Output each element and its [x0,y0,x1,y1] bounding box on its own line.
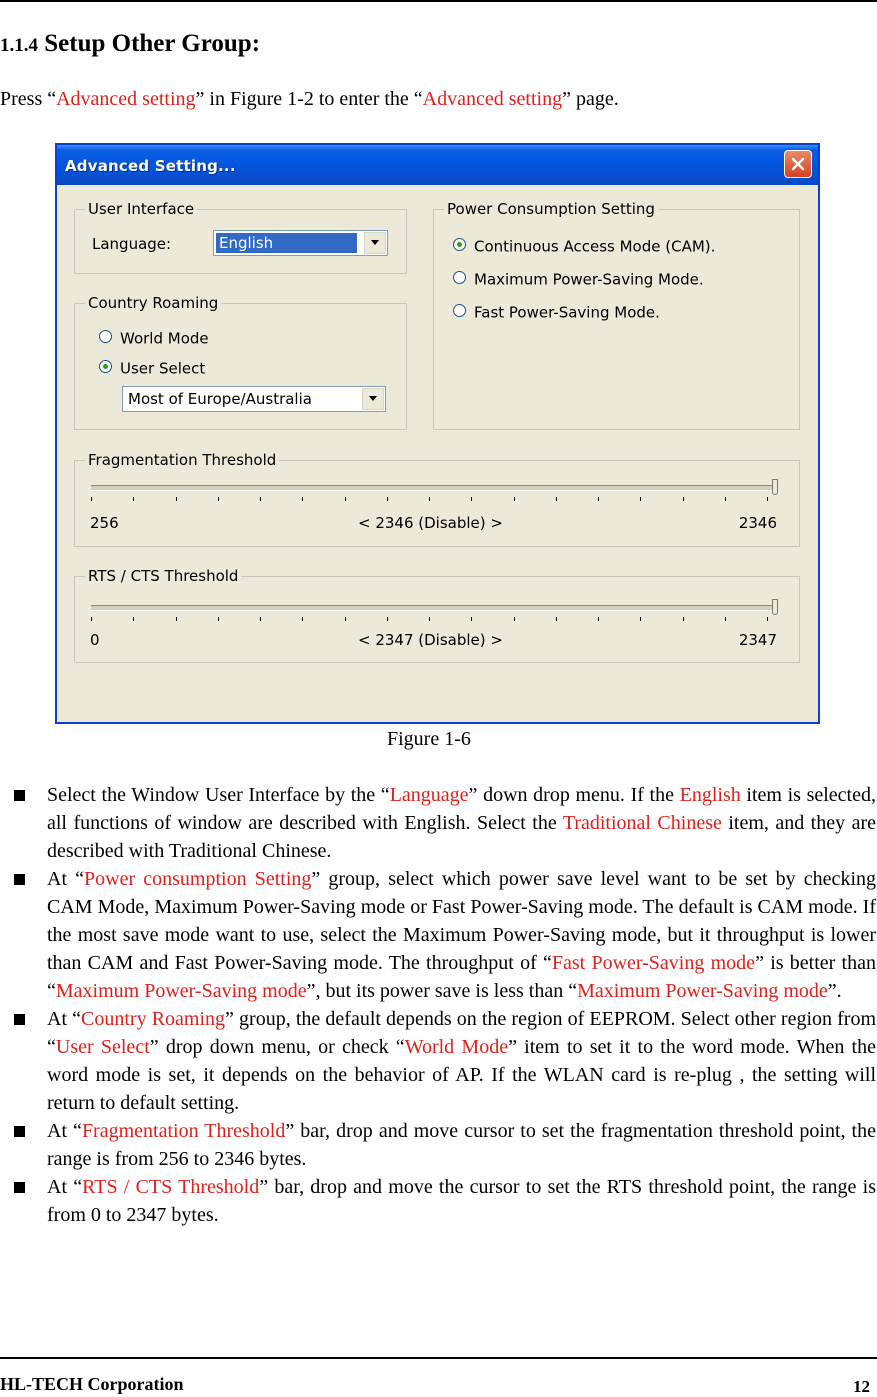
intro-part: Press “ [0,88,57,110]
user-select-radio[interactable] [99,359,205,378]
rts-cts-legend: RTS / CTS Threshold [85,567,241,585]
slider-tick [176,617,177,621]
highlight: Maximum Power-Saving mode [577,980,828,1002]
slider-tick [514,497,515,501]
slider-tick [429,497,430,501]
slider-tick [91,497,92,501]
slider-thumb[interactable] [772,479,778,495]
bullet-square-icon [14,874,25,885]
slider-tick [725,617,726,621]
slider-tick [133,617,134,621]
highlight: Power consumption Setting [84,868,312,890]
slider-tick [767,497,768,501]
dialog-title: Advanced Setting... [65,157,236,175]
rts-cts-group [74,567,800,663]
highlight: Fast Power-Saving mode [551,952,756,974]
rts-cts-slider[interactable] [75,577,799,662]
radio-icon [453,271,466,284]
text: ”, but its power save is less than “ [306,980,578,1002]
rts-cts-min: 0 [90,631,100,649]
user-select-label: User Select [120,359,206,378]
slider-thumb[interactable] [772,599,778,615]
radio-icon [453,304,466,317]
rts-cts-value: < 2347 (Disable) > [358,631,503,649]
slider-tick [471,617,472,621]
text: item, and they are described with Traditional Chinese. [47,812,876,862]
highlight: Language [389,784,469,806]
slider-tick [260,617,261,621]
highlight: World Mode [404,1036,509,1058]
bullet-square-icon [14,1014,25,1025]
text: At “ [47,1008,82,1030]
region-value: Most of Europe/Australia [128,390,312,408]
cam-mode-radio[interactable] [453,237,715,256]
text: At “ [47,868,85,890]
highlight: Fragmentation Threshold [81,1120,286,1142]
footer-company: HL-TECH Corporation [0,1374,184,1394]
text: item is selected, all functions of window are described with English. Select the [47,784,876,834]
intro-text [0,88,619,111]
max-power-saving-radio[interactable] [453,270,704,289]
fragmentation-min: 256 [90,514,119,532]
list-item [14,865,876,1005]
fast-power-saving-label: Fast Power-Saving Mode. [474,303,660,322]
slider-tick [767,617,768,621]
region-select[interactable] [122,386,386,412]
bullet-square-icon [14,1126,25,1137]
list-item [14,1005,876,1117]
intro-part: ” in Figure 1-2 to enter the “ [195,88,423,110]
slider-tick [133,497,134,501]
slider-tick [345,617,346,621]
slider-tick [91,617,92,621]
list-item [14,781,876,865]
list-item [14,1117,876,1173]
text: ” group, select which power save level want to be set by checking CAM Mode, Maximum Power-Saving mode or Fast Power-Saving mode. The default is CAM mode. If the most save mode want to use, select the Maximum Power-Saving mode, but it throughput is lower than CAM and Fast Power-Saving mode. The throughput of “ [47,868,876,974]
slider-tick [387,617,388,621]
slider-tick [387,497,388,501]
text: ” drop down menu, or check “ [149,1036,405,1058]
text: ”. [827,980,842,1002]
slider-track [91,485,775,491]
highlight: User Select [55,1036,150,1058]
highlight: Traditional Chinese [562,812,722,834]
advanced-setting-dialog [55,143,820,724]
highlight: English [679,784,741,806]
highlight: RTS / CTS Threshold [82,1176,260,1198]
dialog-titlebar [57,145,818,185]
close-icon [790,156,806,172]
slider-tick [683,617,684,621]
slider-tick [556,617,557,621]
user-interface-group [74,200,407,274]
text: ” item to set it to the word mode. When the word mode is set, it depends on the behavior of AP. If the WLAN card is re-plug , the setting will return to default setting. [47,1036,876,1114]
section-title: Setup Other Group: [44,30,261,57]
fragmentation-slider[interactable] [75,461,799,546]
list-item [14,1173,876,1229]
slider-tick [302,497,303,501]
max-power-saving-label: Maximum Power-Saving Mode. [474,270,704,289]
text: ” bar, drop and move cursor to set the fragmentation threshold point, the range is from 256 to 2346 bytes. [47,1120,876,1170]
fragmentation-legend: Fragmentation Threshold [85,451,279,469]
dropdown-button[interactable] [364,232,386,254]
radio-icon [99,330,112,343]
cam-mode-label: Continuous Access Mode (CAM). [474,237,716,256]
slider-tick [640,497,641,501]
slider-tick [556,497,557,501]
text: Select the Window User Interface by the “ [47,784,390,806]
fragmentation-value: < 2346 (Disable) > [358,514,503,532]
text: At “ [47,1120,82,1142]
country-roaming-group [74,294,407,430]
chevron-down-icon [368,396,378,402]
top-rule [0,0,877,2]
country-roaming-legend: Country Roaming [85,294,221,312]
highlight: Country Roaming [81,1008,226,1030]
figure-caption: Figure 1-6 [387,728,471,750]
intro-part: ” page. [562,88,619,110]
text: ” bar, drop and move the cursor to set the RTS threshold point, the range is from 0 to 2347 bytes. [47,1176,876,1226]
text: ” group, the default depends on the region of EEPROM. Select other region from “ [47,1008,877,1058]
close-button[interactable] [784,150,812,178]
power-consumption-group [433,200,800,430]
fast-power-saving-radio[interactable] [453,303,660,322]
language-select[interactable] [213,230,388,256]
language-label: Language: [92,235,172,253]
slider-tick [598,497,599,501]
slider-track [91,605,775,611]
slider-tick [218,617,219,621]
bullet-square-icon [14,1182,25,1193]
world-mode-label: World Mode [120,329,209,348]
fragmentation-max: 2346 [738,514,777,532]
text: ” down drop menu. If the [468,784,680,806]
fragmentation-group [74,451,800,547]
intro-highlight: Advanced setting [422,88,563,110]
bullet-list [14,781,876,1229]
slider-tick [640,617,641,621]
rts-cts-max: 2347 [738,631,777,649]
page-number: 12 [853,1377,870,1396]
slider-tick [429,617,430,621]
text: ” is better than “ [47,952,876,1002]
user-interface-legend: User Interface [85,200,197,218]
radio-icon [453,238,466,251]
slider-tick [302,617,303,621]
slider-tick [176,497,177,501]
language-value: English [216,233,357,253]
slider-tick [683,497,684,501]
slider-tick [471,497,472,501]
slider-tick [260,497,261,501]
section-number: 1.1.4 [0,35,38,56]
power-consumption-legend: Power Consumption Setting [444,200,658,218]
chevron-down-icon [370,240,380,246]
highlight: Maximum Power-Saving mode [55,980,307,1002]
world-mode-radio[interactable] [99,329,209,348]
dropdown-button[interactable] [362,388,384,410]
slider-tick [514,617,515,621]
text: At “ [47,1176,83,1198]
slider-tick [725,497,726,501]
section-heading [0,30,260,58]
slider-tick [218,497,219,501]
intro-highlight: Advanced setting [56,88,196,110]
radio-icon [99,360,112,373]
slider-tick [345,497,346,501]
footer-rule [0,1357,877,1359]
slider-tick [598,617,599,621]
bullet-square-icon [14,790,25,801]
